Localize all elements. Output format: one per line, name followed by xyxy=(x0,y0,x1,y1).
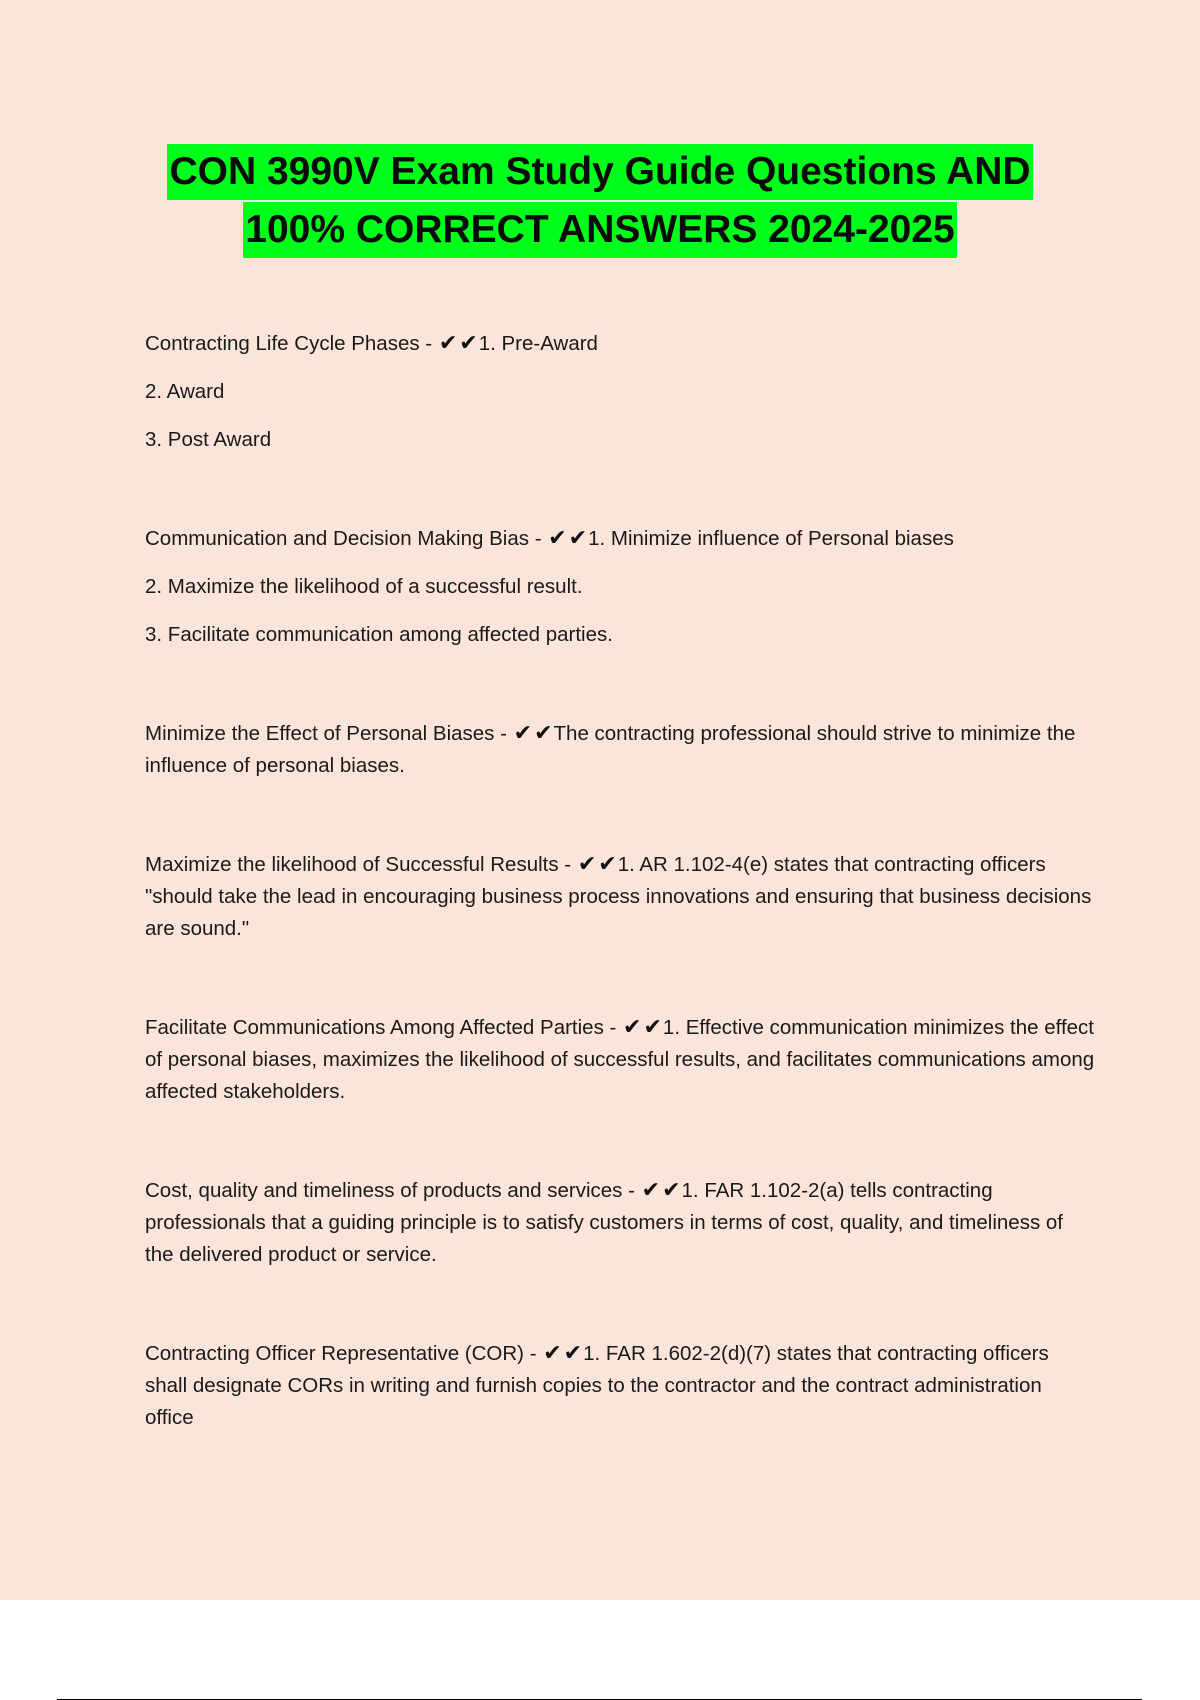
qa-entry xyxy=(145,1012,1095,1108)
qa-line xyxy=(145,1175,1095,1271)
answer: 1. AR 1.102-4(e) states that contracting officers "should take the lead in encouraging business process innovations and ensuring that business decisions are sound." xyxy=(145,853,1092,940)
qa-entry xyxy=(145,523,1095,651)
separator: - xyxy=(603,1016,623,1039)
answer-extra-line: 3. Post Award xyxy=(145,428,272,451)
checkmark-icon: ✔ xyxy=(598,852,617,877)
term: Contracting Life Cycle Phases xyxy=(145,332,420,355)
qa-line xyxy=(145,718,1095,782)
separator: - xyxy=(529,527,548,550)
checkmark-icon: ✔ xyxy=(662,1178,681,1203)
qa-line xyxy=(145,328,1095,360)
qa-line xyxy=(145,1338,1095,1434)
checkmark-icon: ✔ xyxy=(643,1015,662,1040)
term: Contracting Officer Representative (COR) xyxy=(145,1342,525,1365)
answer: 1. FAR 1.102-2(a) tells contracting professionals that a guiding principle is to satisfy customers in terms of cost, quality, and timeliness of the delivered product or service. xyxy=(145,1179,1063,1266)
checkmark-icon: ✔ xyxy=(568,526,588,551)
qa-entry xyxy=(145,328,1095,456)
answer: 1. Pre-Award xyxy=(478,332,598,355)
answer-extra-line: 2. Maximize the likelihood of a successful result. xyxy=(145,575,583,598)
checkmark-icon: ✔ xyxy=(543,1341,562,1366)
checkmark-icon: ✔ xyxy=(623,1015,642,1040)
checkmark-icon: ✔ xyxy=(577,852,597,877)
separator: - xyxy=(524,1342,543,1365)
title-line-2: 100% CORRECT ANSWERS 2024-2025 xyxy=(243,202,956,258)
separator: - xyxy=(558,853,577,876)
separator: - xyxy=(622,1179,641,1202)
answer-extra-line: 2. Award xyxy=(145,380,225,403)
title-line-1: CON 3990V Exam Study Guide Questions AND xyxy=(167,144,1032,200)
qa-entry xyxy=(145,1338,1095,1434)
qa-entry xyxy=(145,1175,1095,1271)
checkmark-icon: ✔ xyxy=(534,721,553,746)
separator: - xyxy=(419,332,438,355)
qa-list xyxy=(145,328,1095,1501)
checkmark-icon: ✔ xyxy=(459,331,478,356)
term: Maximize the likelihood of Successful Results xyxy=(145,853,559,876)
qa-line xyxy=(145,849,1095,945)
checkmark-icon: ✔ xyxy=(438,331,458,356)
term: Minimize the Effect of Personal Biases xyxy=(145,722,495,745)
answer: The contracting professional should strive to minimize the influence of personal biases. xyxy=(145,722,1076,777)
term: Facilitate Communications Among Affected Parties xyxy=(145,1016,604,1039)
checkmark-icon: ✔ xyxy=(548,526,567,551)
checkmark-icon: ✔ xyxy=(513,721,533,746)
answer: 1. Minimize influence of Personal biases xyxy=(588,527,954,550)
separator: - xyxy=(494,722,513,745)
answer: 1. FAR 1.602-2(d)(7) states that contracting officers shall designate CORs in writing and furnish copies to the contractor and the contract administration office xyxy=(145,1342,1049,1429)
qa-entry xyxy=(145,849,1095,945)
checkmark-icon: ✔ xyxy=(563,1341,583,1366)
qa-line xyxy=(145,1012,1095,1108)
answer-extra-line: 3. Facilitate communication among affected parties. xyxy=(145,623,613,646)
term: Communication and Decision Making Bias xyxy=(145,527,529,550)
checkmark-icon: ✔ xyxy=(641,1178,661,1203)
term: Cost, quality and timeliness of products and services xyxy=(145,1179,623,1202)
answer: 1. Effective communication minimizes the effect of personal biases, maximizes the likelihood of successful results, and facilitates communications among affected stakeholders. xyxy=(145,1016,1095,1103)
qa-line xyxy=(145,523,1095,555)
qa-entry xyxy=(145,718,1095,782)
document-title xyxy=(0,144,1200,260)
